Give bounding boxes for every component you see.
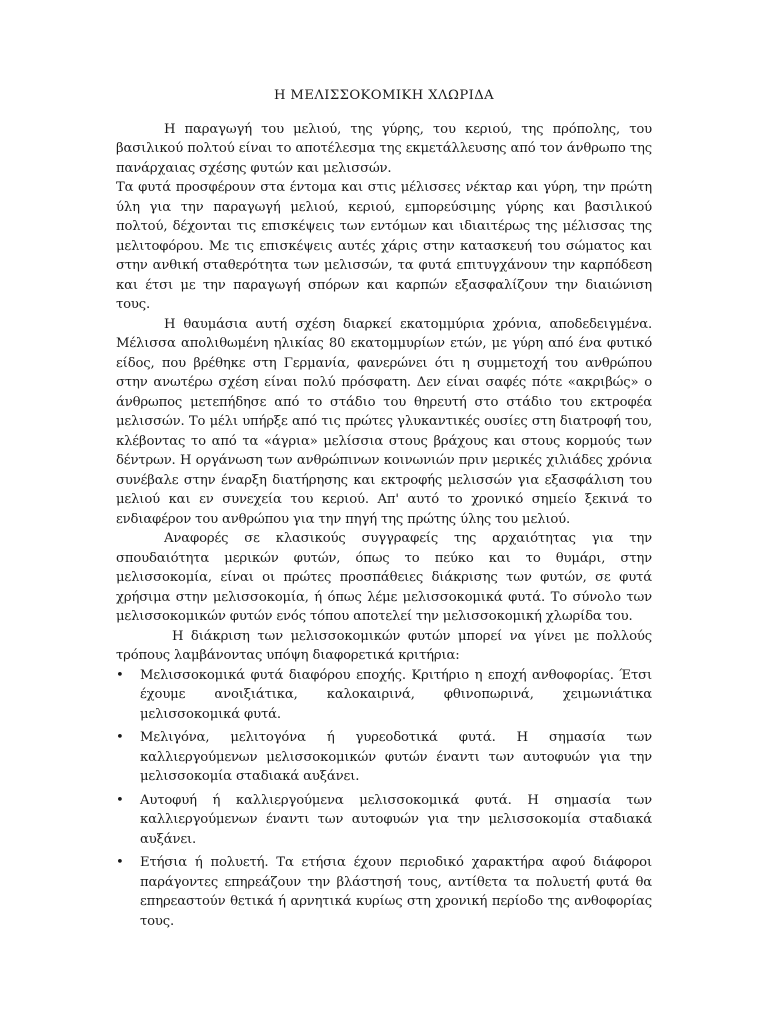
paragraph-history: Η θαυμάσια αυτή σχέση διαρκεί εκατομμύρια χρόνια, αποδεδειγμένα. Μέλισσα απολιθωμένη ηλικίας 80 εκατομμυρίων ετών, με γύρη από ένα φυτικό είδος, που βρέθηκε στη Γερμανία, φανερώνει ότι η συμμετοχή του ανθρώπου στην ανωτέρω σχέση είναι πολύ πρόσφατη. Δεν είναι σαφές πότε «ακριβώς» ο άνθρωπος μετεπήδησε από το στάδιο του θηρευτή στο στάδιο του εκτροφέα μελισσών. Το μέλι υπήρξε από τις πρώτες γλυκαντικές ουσίες στη διατροφή του, κλέβοντας το από τα «άγρια» μελίσσια στους βράχους και στους κορμούς των δέντρων. Η οργάνωση των ανθρώπινων κοινωνιών πριν μερικές χιλιάδες χρόνια συνέβαλε στην έναρξη διατήρησης και εκτροφής μελισσών για εξασφάλιση του μελιού και εν συνεχεία του κεριού. Απ' αυτό το χρονικό σημείο ξεκινά το ενδιαφέρον του ανθρώπου για την πηγή της πρώτης ύλης του μελιού. — [116, 316, 652, 527]
list-item-text: Μελισσοκομικά φυτά διαφόρου εποχής. Κριτήριο η εποχή ανθοφορίας. Έτσι έχουμε ανοιξιάτικα, καλοκαιρινά, φθινοπωρινά, χειμωνιάτικα μελισσοκομικά φυτά. — [140, 667, 652, 722]
list-item-text: Αυτοφυή ή καλλιεργούμενα μελισσοκομικά φυτά. Η σημασία των καλλιεργούμενων έναντι των αυτοφυών για την μελισσοκομία σταδιακά αυξάνει. — [140, 792, 652, 847]
document-title: Η ΜΕΛΙΣΣΟΚΟΜΙΚΗ ΧΛΩΡΙΔΑ — [273, 88, 495, 103]
list-item-text: Μελιγόνα, μελιτογόνα ή γυρεοδοτικά φυτά. Η σημασία των καλλιεργούμενων μελισσοκομικών φυτών έναντι των αυτοφυών για την μελισσοκομία σταδιακά αυξάνει. — [140, 730, 652, 784]
list-item — [116, 853, 652, 931]
list-item — [116, 728, 652, 787]
bullet-icon: • — [116, 667, 124, 683]
list-item — [116, 666, 652, 725]
list-item — [116, 791, 652, 850]
bullet-icon: • — [116, 730, 124, 745]
document-page — [116, 86, 652, 935]
bullet-icon: • — [116, 855, 124, 870]
list-item-text: Ετήσια ή πολυετή. Τα ετήσια έχουν περιοδικό χαρακτήρα αφού διάφοροι παράγοντες επηρεάζουν την βλάστησή τους, αντίθετα τα πολυετή φυτά θα επηρεαστούν θετικά ή αρνητικά κυρίως στη χρονική περίοδο της ανθοφορίας τους. — [140, 855, 652, 929]
paragraph-intro: Η παραγωγή του μελιού, της γύρης, του κεριού, της πρόπολης, του βασιλικού πολτού είναι το αποτέλεσμα της εκμετάλλευσης από τον άνθρωπο της πανάρχαιας σχέσης φυτών και μελισσών. — [116, 121, 652, 176]
paragraph-classification-intro: Η διάκριση των μελισσοκομικών φυτών μπορεί να γίνει με πολλούς τρόπους λαμβάνοντας υπόψη διαφορετικά κριτήρια: — [116, 628, 652, 663]
paragraph-plants-offer: Τα φυτά προσφέρουν στα έντομα και στις μέλισσες νέκταρ και γύρη, την πρώτη ύλη για την παραγωγή μελιού, κεριού, εμπορεύσιμης γύρης και βασιλικού πολτού, δέχονται τις επισκέψεις των εντόμων και ιδιαιτέρως της μέλισσας της μελιτοφόρου. Με τις επισκέψεις αυτές χάρις στην κατασκευή του σώματος και στην ανθική σταθερότητα των μελισσών, τα φυτά επιτυγχάνουν την καρπόδεση και έτσι με την παραγωγή σπόρων και καρπών εξασφαλίζουν την διαιώνιση τους. — [116, 180, 652, 312]
paragraph-classical-references: Αναφορές σε κλασικούς συγγραφείς της αρχαιότητας για την σπουδαιότητα μερικών φυτών, όπως το πεύκο και το θυμάρι, στην μελισσοκομία, είναι οι πρώτες προσπάθειες διάκρισης των φυτών, σε φυτά χρήσιμα στην μελισσοκομία, ή όπως λέμε μελισσοκομικά φυτά. Το σύνολο των μελισσοκομικών φυτών ενός τόπου αποτελεί την μελισσοκομική χλωρίδα του. — [116, 531, 652, 624]
classification-list — [116, 666, 652, 932]
bullet-icon: • — [116, 792, 124, 808]
